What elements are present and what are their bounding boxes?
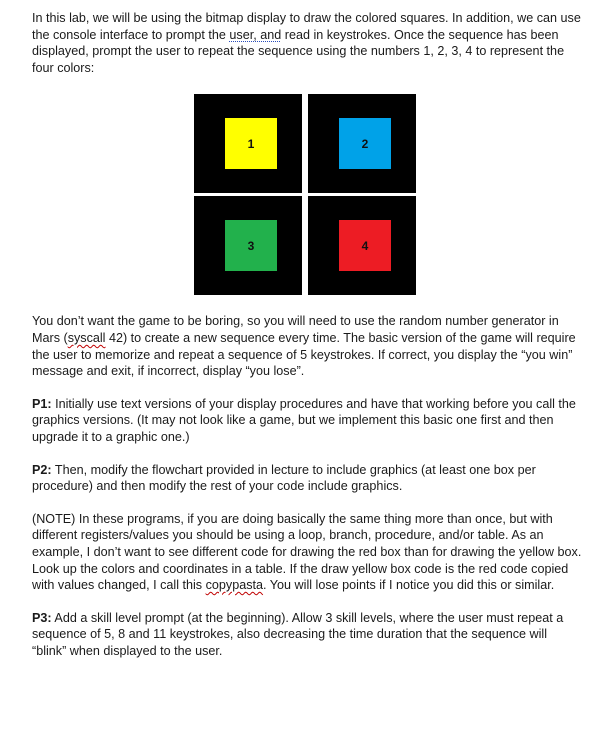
square-red — [339, 220, 391, 271]
square-yellow — [225, 118, 277, 169]
square-green — [225, 220, 277, 271]
square-label-3: 3 — [247, 238, 255, 253]
document-page — [32, 10, 584, 675]
tile-2 — [308, 94, 416, 193]
p2-paragraph — [32, 462, 584, 495]
intro-user-and: user, and — [229, 27, 282, 42]
tile-1 — [194, 94, 302, 193]
square-label-4: 4 — [361, 238, 369, 253]
tile-4 — [308, 196, 416, 295]
intro-text-1: In this lab, we will be using the bitmap display to draw the colored squares. In addition, we can use the console interface to prompt the — [32, 11, 581, 42]
p3-paragraph — [32, 610, 584, 660]
p2-label: P2: — [32, 462, 52, 477]
color-squares-figure — [194, 94, 416, 295]
p2-text: Then, modify the flowchart provided in lecture to include graphics (at least one box per procedure) and then modify the rest of your code include graphics. — [32, 462, 536, 494]
random-syscall: syscall — [67, 330, 106, 345]
note-text-1: (NOTE) In these programs, if you are doing basically the same thing more than once, but with different registers/values you should be using a loop, branch, procedure, and/or table. As an example, I don’t want to see different code for drawing the red box than for drawing the yellow box. Look up the colors and coordinates in a table. If the draw yellow box code is the red code copied with values changed, I call this — [32, 511, 582, 593]
p1-paragraph — [32, 396, 584, 446]
random-text-2: 42) to create a new sequence every time. The basic version of the game will require the user to memorize and repeat a sequence of 5 keystrokes. If correct, you display the “you win” message and exit, if incorrect, display “you lose”. — [32, 330, 576, 379]
p3-label: P3: — [32, 610, 52, 625]
p1-text: Initially use text versions of your display procedures and have that working before you call the graphics versions. (It may not look like a game, but we implement this basic one first and then upgrade it to a graphic one.) — [32, 396, 576, 444]
square-label-1: 1 — [247, 136, 255, 151]
p3-text: Add a skill level prompt (at the beginning). Allow 3 skill levels, where the user must repeat a sequence of 5, 8 and 11 keystrokes, also decreasing the time duration that the sequence will “blink” when displayed to the user. — [32, 610, 564, 658]
tile-3 — [194, 196, 302, 295]
note-paragraph — [32, 511, 584, 594]
random-paragraph — [32, 313, 584, 379]
intro-text-2: read in keystrokes. Once the sequence has been displayed, prompt the user to repeat the sequence using the numbers 1, 2, 3, 4 to represent the four colors: — [32, 27, 565, 75]
note-text-2: . You will lose points if I notice you did this or similar. — [263, 578, 555, 593]
intro-paragraph — [32, 10, 584, 76]
random-text-1: You don’t want the game to be boring, so you will need to use the random number generator in Mars ( — [32, 314, 559, 345]
note-copypasta: copypasta — [205, 578, 264, 593]
square-label-2: 2 — [361, 136, 369, 151]
square-blue — [339, 118, 391, 169]
p1-label: P1: — [32, 396, 52, 411]
